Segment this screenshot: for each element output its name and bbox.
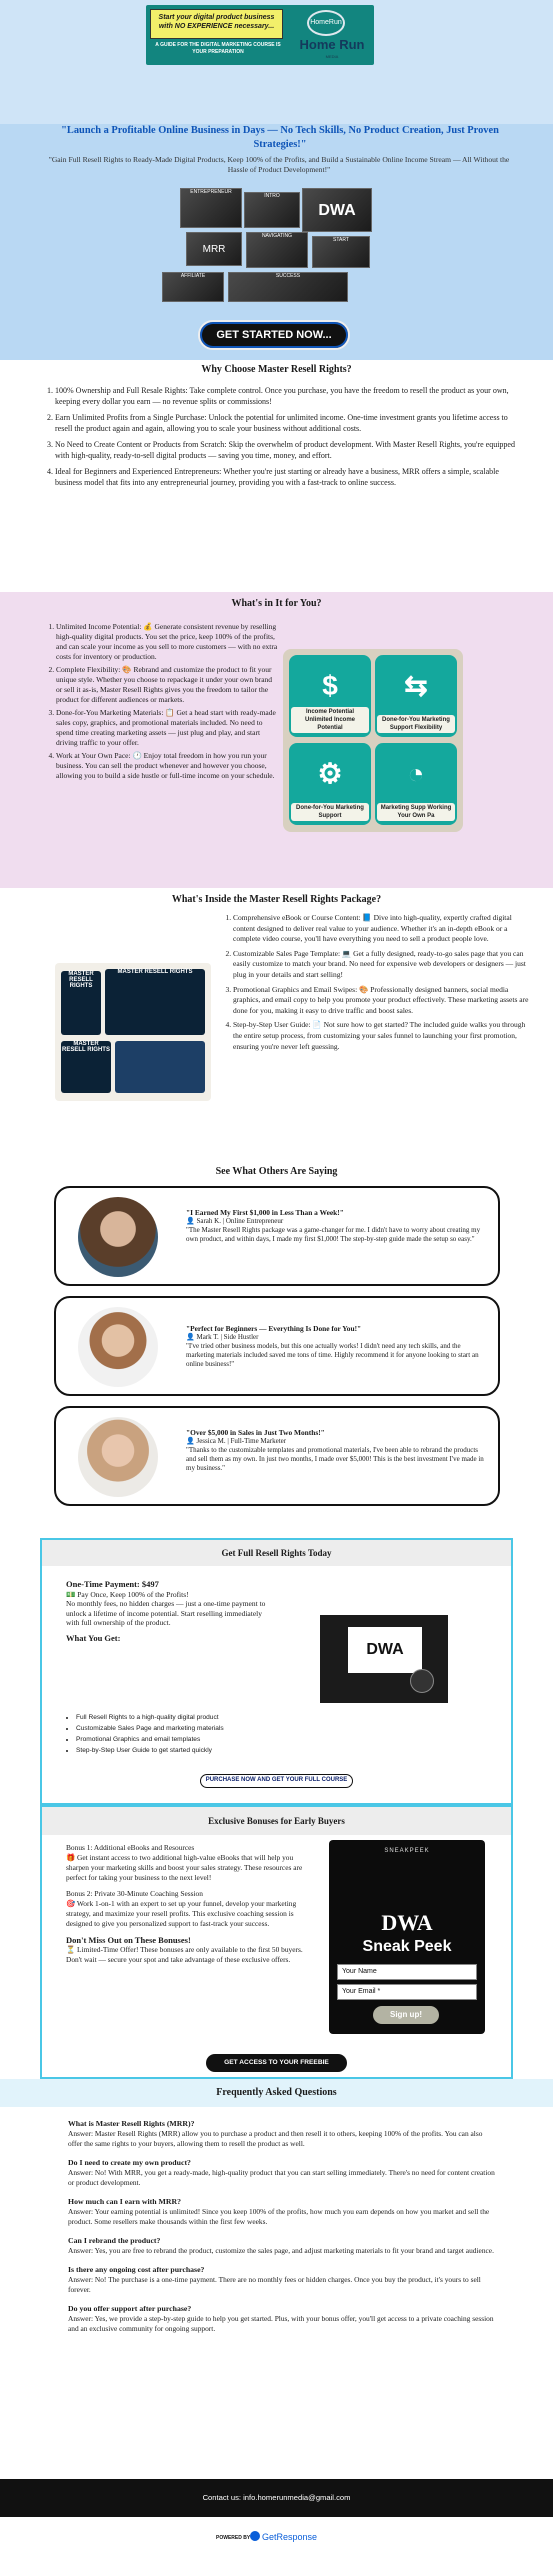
testimonials-title: See What Others Are Saying <box>215 1166 338 1177</box>
dwa-logo: DWA <box>348 1627 422 1673</box>
list-item: 2. Customizable Sales Page Template: 💻 Get a fully designed, ready-to-go sales page that you can easily customize to match your brand. No need for expensive web developers or designers — just plug in your details and start selling! <box>233 949 533 981</box>
faq-list <box>68 2119 498 2334</box>
logo-brand-sub: MEDIA <box>325 54 339 59</box>
faq-question: What is Master Resell Rights (MRR)? <box>68 2119 195 2128</box>
why-list <box>55 385 525 493</box>
list-item: 3. No Need to Create Content or Products from Scratch: Skip the overwhelm of product development. With Master Resell Rights, you're equipped with high-quality, ready-to-sell digital products — saving you time, money, and effort. <box>55 439 525 461</box>
faq-question: Is there any ongoing cost after purchase? <box>68 2265 205 2274</box>
form-title: Sneak Peek <box>362 1938 452 1955</box>
collage-tile-label: SUCCESS <box>275 273 301 279</box>
list-item: 4. Ideal for Beginners and Experienced Entrepreneurs: Whether you're just starting or already have a business, MRR offers a simple, scalable business model that fits into any entrepreneurial journey, providing you with a fast-track to online success. <box>55 466 525 488</box>
whats-in-title: What's in It for You? <box>231 598 322 609</box>
testimonial-body: "The Master Resell Rights package was a game-changer for me. I didn't have to worry about creating my own product, and within days, I made my first $1,000! The step-by-step guide made the setup so easy." <box>186 1226 481 1243</box>
faq-question: Do you offer support after purchase? <box>68 2304 192 2313</box>
brand-logo-card <box>146 5 374 65</box>
collage-tile <box>302 188 372 232</box>
testimonial-text <box>186 1208 486 1244</box>
hero-collage-image <box>140 188 410 304</box>
price-desc: No monthly fees, no hidden charges — just a one-time payment to unlock a lifetime of income potential. Start reselling immediately with full ownership of the product. <box>66 1599 266 1628</box>
faq-answer: Answer: Yes, we provide a step-by-step guide to help you get started. Plus, with your bonus offer, you'll get access to a private coaching session and an exclusive community for ongoing support. <box>68 2314 494 2333</box>
list-item: • Full Resell Rights to a high-quality digital product <box>76 1712 286 1723</box>
collage-tile <box>246 232 308 268</box>
testimonial-headline: "Perfect for Beginners — Everything Is Done for You!" <box>186 1324 362 1333</box>
mockup-laptop <box>105 969 205 1035</box>
email-field[interactable]: Your Email * <box>337 1984 477 2000</box>
hero-section <box>0 0 553 412</box>
bonus-title: Exclusive Bonuses for Early Buyers <box>42 1807 511 1835</box>
testimonial-headline: "Over $5,000 in Sales in Just Two Months!" <box>186 1428 325 1437</box>
contact-email-link[interactable]: Contact us: info.homerunmedia@gmail.com <box>202 2493 351 2502</box>
hero-headline: "Launch a Profitable Online Business in Days — No Tech Skills, No Product Creation, Just Proven Strategies!" <box>61 125 499 150</box>
full-rights-section <box>40 1538 513 1805</box>
faq-answer: Answer: Your earning potential is unlimited! Since you keep 100% of the profits, how much you earn depends on how you market and sell the product. Some resellers make thousands within the first few weeks. <box>68 2207 490 2226</box>
collage-tile <box>162 272 224 302</box>
list-item: 1. Unlimited Income Potential: 💰 Generate consistent revenue by reselling high-quality digital products. You set the price, keep 100% of the profits, and can scale your income as you sell to more customers — with no extra costs for inventory or production. <box>56 622 278 662</box>
inside-list <box>233 913 533 1056</box>
tile-caption: Marketing Supp Working Your Own Pa <box>377 803 455 821</box>
sneak-peek-form <box>329 1840 485 2034</box>
dont-miss-title: Don't Miss Out on These Bonuses! <box>66 1935 191 1945</box>
list-item: 1. Comprehensive eBook or Course Content: 📘 Dive into high-quality, expertly crafted digital content designed to deliver real value to your audience. Whether it's an in-depth eBook or a complete video course, you'll have everything you need to sell a product people love. <box>233 913 533 945</box>
bonuses-section <box>40 1805 513 2079</box>
avatar <box>78 1307 158 1387</box>
bonus2-title: Bonus 2: Private 30-Minute Coaching Session <box>66 1889 203 1898</box>
faq-question: Can I rebrand the product? <box>68 2236 161 2245</box>
list-item: • Promotional Graphics and email templates <box>76 1734 286 1745</box>
avatar <box>78 1197 158 1277</box>
testimonial-card <box>54 1186 500 1286</box>
testimonial-card <box>54 1406 500 1506</box>
mockup-tablet <box>61 971 101 1035</box>
benefits-grid-image <box>283 649 463 832</box>
faq-answer: Answer: Master Resell Rights (MRR) allow you to purchase a product and then resell it to others, keeping 100% of the profits. You can also offer the same rights to your buyers, allowing them to resell the product as well. <box>68 2129 483 2148</box>
collage-tile-label: NAVIGATING <box>261 233 293 239</box>
list-item: 3. Done-for-You Marketing Materials: 📋 Get a head start with ready-made sales copy, graphics, and promotional materials included. No need to spend time creating marketing assets — just plug and play, and start driving traffic to your offer. <box>56 708 278 748</box>
homerun-logo-icon: HomeRun <box>307 10 345 36</box>
avatar <box>78 1417 158 1497</box>
hero-subheadline: "Gain Full Resell Rights to Ready-Made Digital Products, Keep 100% of the Profits, and Build a Sustainable Online Income Stream — All Without the Hassle of Product Development!" <box>48 155 510 174</box>
mockup-label: MASTER RESELL RIGHTS <box>62 1041 110 1053</box>
collage-tile <box>244 192 300 228</box>
bonus1-title: Bonus 1: Additional eBooks and Resources <box>66 1843 195 1852</box>
tile-caption: Done-for-You Marketing Support <box>291 803 369 821</box>
tile-caption: Done-for-You Marketing Support Flexibility <box>377 715 455 733</box>
flexibility-tile <box>375 655 457 737</box>
collage-tile-label: DWA <box>318 202 356 219</box>
contact-footer <box>0 2479 553 2517</box>
powered-by-bar <box>0 2517 553 2560</box>
whats-in-it-section <box>0 592 553 888</box>
bonus-text <box>66 1843 304 1965</box>
mockup-phones <box>115 1041 205 1093</box>
testimonial-body: "Thanks to the customizable templates and promotional materials, I've been able to rebrand the products and sell them as my own. In just two months, I made over $5,000! This is the best investment I've made in my business." <box>186 1446 484 1472</box>
form-logo: DWA <box>381 1910 433 1935</box>
mockup-label: MASTER RESELL RIGHTS <box>117 969 193 975</box>
sign-up-button[interactable]: Sign up! <box>373 2006 439 2024</box>
dollar-icon: $ <box>322 670 338 701</box>
collage-tile <box>228 272 348 302</box>
bonus1-text: 🎁 Get instant access to two additional high-value eBooks that will help you sharpen your marketing skills and boost your sales strategy. These resources are perfect for taking your business to the next level! <box>66 1853 303 1882</box>
getresponse-icon <box>250 2531 260 2541</box>
price-label: One-Time Payment: $497 <box>66 1579 159 1589</box>
hero-banner <box>0 0 553 124</box>
collage-tile-label: ENTREPRENEUR <box>190 189 232 195</box>
collage-tile <box>312 236 370 268</box>
collage-tile <box>180 188 242 228</box>
faq-answer: Answer: No! The purchase is a one-time payment. There are no monthly fees or hidden charges. Once you buy the product, it's yours to sell forever. <box>68 2275 481 2294</box>
price-sub: 💵 Pay Once, Keep 100% of the Profits! <box>66 1589 189 1599</box>
faq-answer: Answer: Yes, you are free to rebrand the product, customize the sales page, and adjust marketing materials to fit your brand and target audience. <box>68 2246 494 2255</box>
mockup-book <box>61 1041 111 1093</box>
getresponse-link[interactable]: GetResponse <box>262 2532 318 2542</box>
list-item: 1. 100% Ownership and Full Resale Rights: Take complete control. Once you purchase, you have the freedom to resell the product as your own, keeping every dollar you earn — no revenue splits or commissions! <box>55 385 525 407</box>
rights-bullets <box>76 1712 286 1756</box>
badge-icon <box>410 1669 434 1693</box>
mockup-label: MASTER RESELL RIGHTS <box>68 971 94 989</box>
whats-in-list <box>56 622 278 784</box>
income-tile <box>289 655 371 737</box>
inside-section <box>0 888 553 1166</box>
collage-tile-label: INTRO <box>264 193 280 199</box>
testimonial-author: 👤 Sarah K. | Online Entrepreneur <box>186 1217 284 1225</box>
testimonial-author: 👤 Jessica M. | Full-Time Marketer <box>186 1437 287 1445</box>
get-freebie-button[interactable]: GET ACCESS TO YOUR FREEBIE <box>206 2054 347 2072</box>
inside-title: What's Inside the Master Resell Rights Package? <box>171 894 382 905</box>
rights-title: Get Full Resell Rights Today <box>42 1540 511 1566</box>
list-item: 3. Promotional Graphics and Email Swipes: 🎨 Professionally designed banners, social media graphics, and email copy to help you promote your product effectively. These marketing assets are done for you, making it easy to drive traffic and boost sales. <box>233 985 533 1017</box>
list-item: • Customizable Sales Page and marketing materials <box>76 1723 286 1734</box>
testimonial-card <box>54 1296 500 1396</box>
bonus2-text: 🎯 Work 1-on-1 with an expert to set up your funnel, develop your marketing strategy, and maximize your resell profits. This exclusive coaching session is designed to give you personalized support to fast-track your success. <box>66 1899 297 1928</box>
testimonial-text <box>186 1428 486 1473</box>
arrows-icon: ⇆ <box>404 670 428 701</box>
faq-section <box>0 2079 553 2479</box>
form-top-label: SNEAKPEEK <box>384 1848 430 1854</box>
testimonials-section <box>0 1166 553 1538</box>
get-started-button[interactable]: GET STARTED NOW... <box>198 320 350 350</box>
why-title: Why Choose Master Resell Rights? <box>201 364 352 375</box>
collage-tile-label: AFFILIATE <box>180 273 206 279</box>
rights-text <box>66 1580 271 1644</box>
tile-caption: Income Potential Unlimited Income Potential <box>291 707 369 733</box>
what-you-get-label: What You Get: <box>66 1632 121 1643</box>
package-mockup-image <box>55 963 211 1101</box>
list-item: • Step-by-Step User Guide to get started quickly <box>76 1745 286 1756</box>
faq-question: Do I need to create my own product? <box>68 2158 191 2167</box>
clock-icon: ◔ <box>407 758 425 789</box>
gear-icon: ⚙ <box>317 758 343 789</box>
list-item: 2. Earn Unlimited Profits from a Single Purchase: Unlock the potential for unlimited income. One-time investment grants you lifetime access to resell the product again and again, allowing you to scale your business without additional costs. <box>55 412 525 434</box>
testimonial-text <box>186 1324 486 1369</box>
list-item: 4. Step-by-Step User Guide: 📄 Not sure how to get started? The included guide walks you through the entire setup process, from customizing your sales funnel to launching your first promotion, ensuring you're never left guessing. <box>233 1020 533 1052</box>
list-item: 4. Work at Your Own Pace: 🕐 Enjoy total freedom in how you run your business. You can sell the product whenever and however you choose, allowing you to build a side hustle or full-time income on your schedule. <box>56 751 278 781</box>
powered-by-label: POWERED BY <box>216 2535 251 2541</box>
course-preview-image <box>320 1615 448 1703</box>
pace-tile <box>375 743 457 825</box>
logo-small-text: A GUIDE FOR THE DIGITAL MARKETING COURSE IS YOUR PREPARATION <box>155 42 281 55</box>
logo-brand: Home Run <box>299 37 365 52</box>
testimonial-headline: "I Earned My First $1,000 in Less Than a Week!" <box>186 1208 344 1217</box>
collage-tile <box>186 232 242 266</box>
faq-title: Frequently Asked Questions <box>0 2079 553 2107</box>
purchase-button[interactable]: PURCHASE NOW AND GET YOUR FULL COURSE <box>200 1774 353 1788</box>
collage-tile-label: START <box>333 237 349 243</box>
dont-miss-text: ⏳ Limited-Time Offer! These bonuses are only available to the first 50 buyers. Don't wait — secure your spot and take advantage of these exclusive offers. <box>66 1945 303 1964</box>
logo-tagline: Start your digital product business with NO EXPERIENCE necessary... <box>150 9 283 39</box>
list-item: 2. Complete Flexibility: 🎨 Rebrand and customize the product to fit your unique style. Whether you choose to repackage it under your own brand or sell it as-is, Master Resell Rights gives you the freedom to tailor the product for different audiences or markets. <box>56 665 278 705</box>
name-field[interactable]: Your Name <box>337 1964 477 1980</box>
testimonial-author: 👤 Mark T. | Side Hustler <box>186 1333 259 1341</box>
collage-tile-label: MRR <box>202 244 226 255</box>
why-section <box>0 360 553 592</box>
marketing-tile <box>289 743 371 825</box>
faq-answer: Answer: No! With MRR, you get a ready-made, high-quality product that you can start selling immediately. There's no need for content creation or product development. <box>68 2168 495 2187</box>
testimonial-body: "I've tried other business models, but this one actually works! I didn't need any tech skills, and the marketing materials included saved me tons of time. Highly recommend it for anyone looking to start an online business!" <box>186 1342 479 1368</box>
faq-question: How much can I earn with MRR? <box>68 2197 182 2206</box>
